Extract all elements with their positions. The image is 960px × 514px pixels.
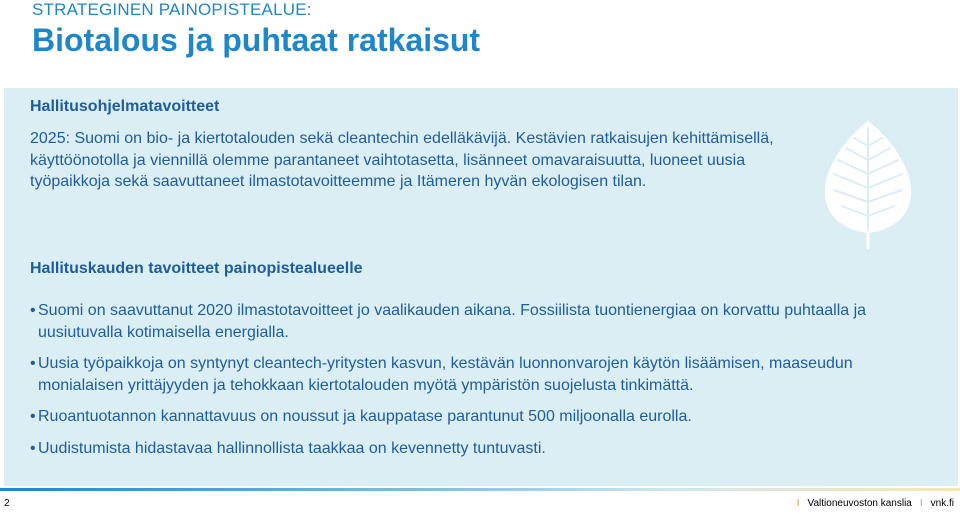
page-title: Biotalous ja puhtaat ratkaisut bbox=[32, 22, 481, 58]
list-item: • Uudistumista hidastavaa hallinnollista taakkaa on kevennetty tuntuvasti. bbox=[30, 438, 930, 460]
footer-info bbox=[789, 498, 954, 509]
footer-separator: I bbox=[796, 498, 800, 509]
footer-separator: I bbox=[919, 498, 923, 509]
goals-heading: Hallitusohjelmatavoitteet bbox=[30, 98, 220, 115]
term-goals-list bbox=[30, 300, 930, 469]
list-item: • Uusia työpaikkoja on syntynyt cleantech-yritysten kasvun, kestävän luonnonvarojen käytön lisäämisen, maaseudun monialaisen yrittäjyyden ja tehokkaan kiertotalouden myötä ympäristön suojelusta tinkimättä. bbox=[30, 353, 930, 396]
term-goals-heading: Hallituskauden tavoitteet painopistealueelle bbox=[30, 260, 363, 277]
kicker: STRATEGINEN PAINOPISTEALUE: bbox=[32, 0, 312, 19]
list-item: • Suomi on saavuttanut 2020 ilmastotavoitteet jo vaalikauden aikana. Fossiilista tuontienergiaa on korvattu puhtaalla ja uusiutuvalla kotimaisella energialla. bbox=[30, 300, 930, 343]
goals-paragraph: 2025: Suomi on bio- ja kiertotalouden sekä cleantechin edelläkävijä. Kestävien ratkaisujen kehittämisellä, käyttöönotolla ja viennillä olemme parantaneet vaihtotasetta, lisänneet omavaraisuutta, luoneet uusia työpaikkoja sekä saavuttaneet ilmastotavoitteemme ja Itämeren hyvän ekologisen tilan. bbox=[30, 130, 774, 190]
footer-org: Valtioneuvoston kanslia bbox=[807, 498, 912, 509]
footer-divider bbox=[0, 488, 960, 491]
content-panel bbox=[4, 88, 958, 486]
birch-leaf-icon bbox=[820, 118, 916, 250]
list-item: • Ruoantuotannon kannattavuus on noussut ja kauppatase parantunut 500 miljoonalla eurolla. bbox=[30, 406, 930, 428]
footer-site-link[interactable]: vnk.fi bbox=[930, 498, 954, 509]
page-number: 2 bbox=[4, 498, 10, 509]
